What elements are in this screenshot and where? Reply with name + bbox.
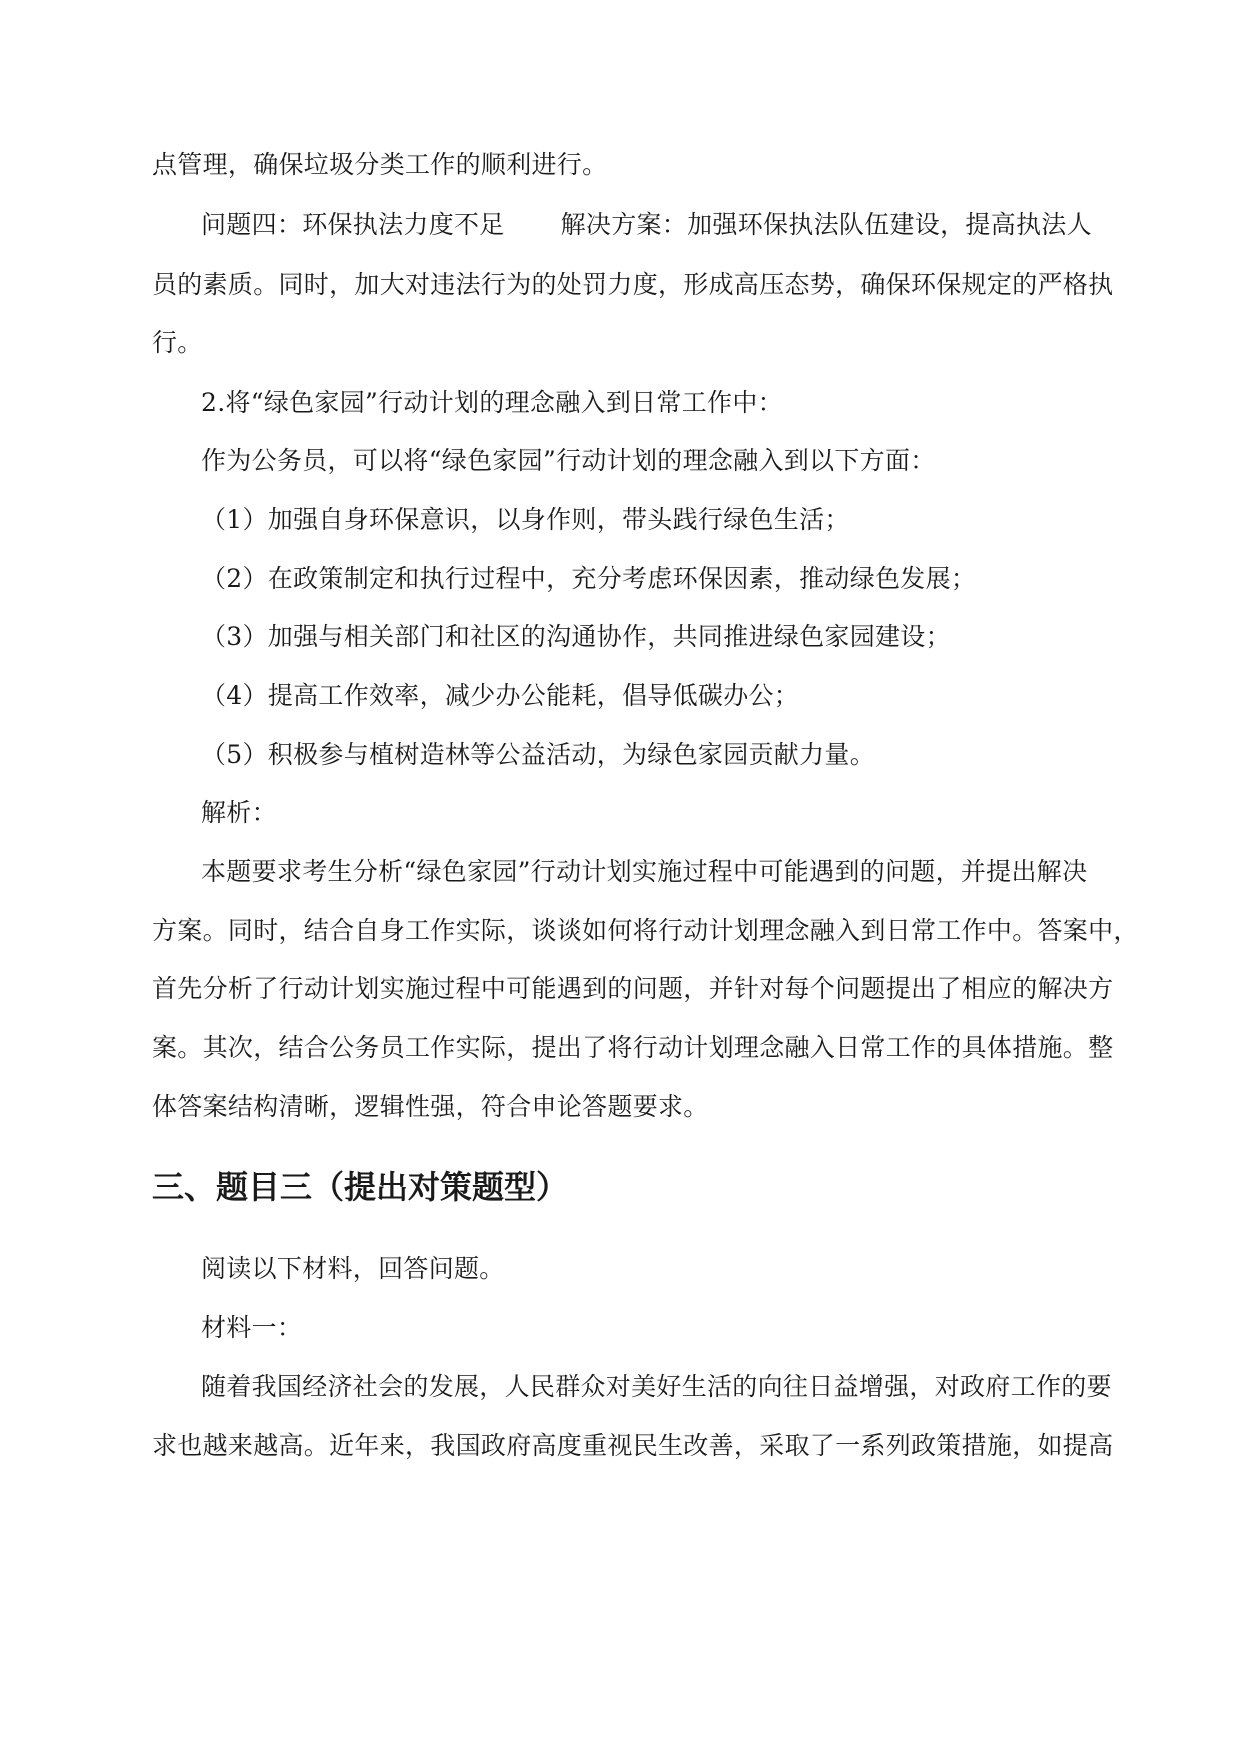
- list-item: （5）积极参与植树造林等公益活动，为绿色家园贡献力量。: [201, 740, 876, 769]
- paragraph-line: 首先分析了行动计划实施过程中可能遇到的问题，并针对每个问题提出了相应的解决方: [152, 974, 1114, 1003]
- problem-four-solution: 解决方案：加强环保执法队伍建设，提高执法人: [560, 210, 1092, 239]
- paragraph-line: 点管理，确保垃圾分类工作的顺利进行。: [152, 150, 608, 179]
- list-item: （4）提高工作效率，减少办公能耗，倡导低碳办公；: [201, 681, 800, 710]
- problem-four-label: 问题四：环保执法力度不足: [201, 210, 505, 239]
- paragraph-line: 员的素质。同时，加大对违法行为的处罚力度，形成高压态势，确保环保规定的严格执: [152, 270, 1114, 299]
- section-two-intro: 作为公务员，可以将“绿色家园”行动计划的理念融入到以下方面：: [201, 446, 936, 475]
- paragraph-line: 行。: [152, 328, 203, 357]
- section-three-heading: 三、题目三（提出对策题型）: [152, 1168, 569, 1206]
- analysis-label: 解析：: [201, 798, 277, 827]
- paragraph-line: 案。其次，结合公务员工作实际，提出了将行动计划理念融入日常工作的具体措施。整: [152, 1033, 1114, 1062]
- list-item: （3）加强与相关部门和社区的沟通协作，共同推进绿色家园建设；: [201, 622, 951, 651]
- paragraph-line: 方案。同时，结合自身工作实际，谈谈如何将行动计划理念融入到日常工作中。答案中，: [152, 916, 1139, 945]
- material-label: 材料一：: [201, 1313, 303, 1342]
- paragraph-line: 本题要求考生分析“绿色家园”行动计划实施过程中可能遇到的问题，并提出解决: [201, 857, 1088, 886]
- problem-four-line: [201, 208, 1141, 242]
- paragraph-line: 随着我国经济社会的发展，人民群众对美好生活的向往日益增强，对政府工作的要: [201, 1372, 1112, 1401]
- instruction-line: 阅读以下材料，回答问题。: [201, 1254, 505, 1283]
- list-item: （1）加强自身环保意识，以身作则，带头践行绿色生活；: [201, 505, 850, 534]
- list-item: （2）在政策制定和执行过程中，充分考虑环保因素，推动绿色发展；: [201, 564, 977, 593]
- paragraph-line: 求也越来越高。近年来，我国政府高度重视民生改善，采取了一系列政策措施，如提高: [152, 1431, 1114, 1460]
- section-two-title: 2.将“绿色家园”行动计划的理念融入到日常工作中：: [201, 388, 783, 417]
- paragraph-line: 体答案结构清晰，逻辑性强，符合申论答题要求。: [152, 1092, 709, 1121]
